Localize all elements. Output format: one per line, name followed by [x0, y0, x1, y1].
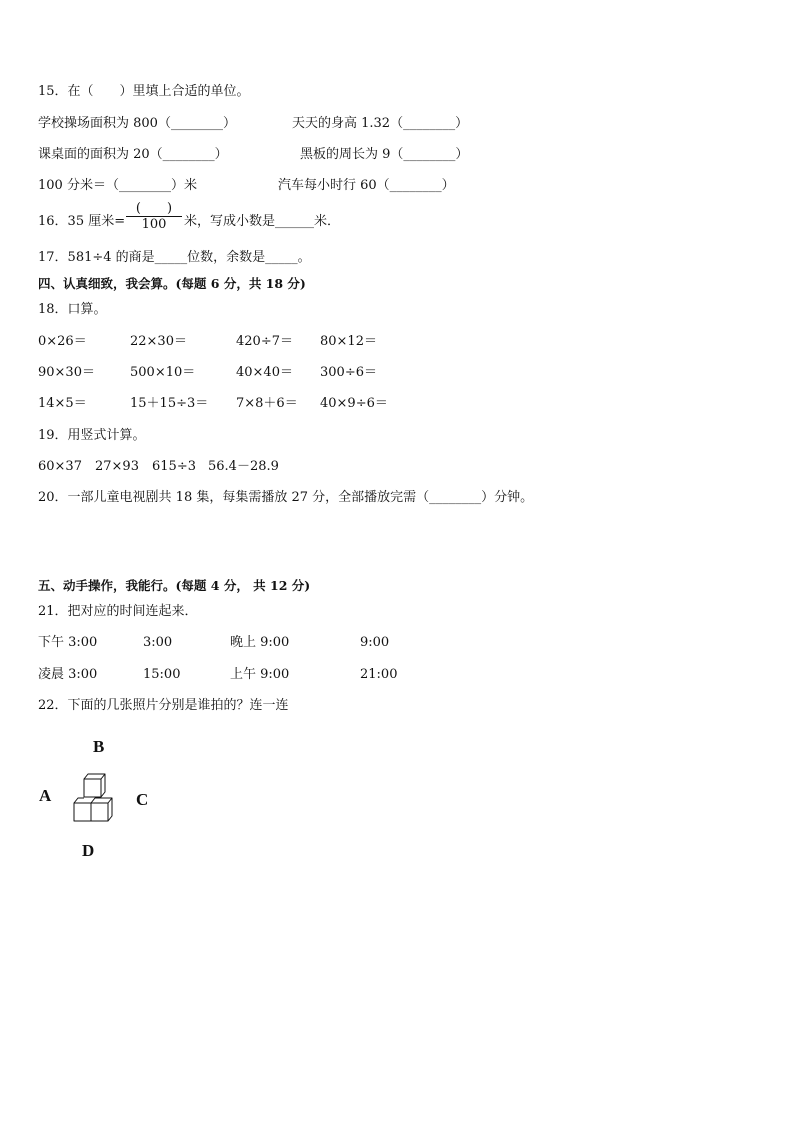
- cube-stack-figure: [70, 770, 122, 826]
- viewer-label-a: A: [39, 786, 52, 805]
- q18-cell: 90×30＝: [38, 365, 95, 380]
- q18-cell: 300÷6＝: [320, 365, 377, 380]
- q22-title: 22．下面的几张照片分别是谁拍的？连一连: [38, 698, 289, 713]
- q21-time: 上午 9:00: [230, 667, 290, 682]
- q18-cell: 40×40＝: [236, 365, 293, 380]
- section5-title: 五、动手操作，我能行。(每题 4 分， 共 12 分): [38, 578, 311, 593]
- q15-item-playground: 学校操场面积为 800（________）: [38, 116, 236, 131]
- q18-title: 18．口算。: [38, 302, 107, 317]
- q21-time: 3:00: [143, 635, 173, 650]
- viewer-label-d: D: [82, 841, 95, 860]
- viewer-label-b: B: [93, 737, 105, 756]
- q21-time: 晚上 9:00: [230, 635, 290, 650]
- q21-time: 凌晨 3:00: [38, 667, 98, 682]
- q21-time: 15:00: [143, 667, 181, 682]
- q18-cell: 80×12＝: [320, 334, 377, 349]
- section4-title: 四、认真细致，我会算。(每题 6 分，共 18 分): [38, 276, 306, 291]
- q18-cell: 0×26＝: [38, 334, 87, 349]
- q21-title: 21．把对应的时间连起来．: [38, 604, 198, 619]
- q16-prefix: 16．35 厘米=: [38, 214, 126, 229]
- q16-denominator: 100: [141, 217, 167, 232]
- q21-time: 下午 3:00: [38, 635, 98, 650]
- q16-suffix: 米，写成小数是______米．: [184, 214, 341, 229]
- q20-text: 20．一部儿童电视剧共 18 集，每集需播放 27 分，全部播放完需（________）分钟。: [38, 490, 534, 505]
- q15-item-blackboard: 黑板的周长为 9（________）: [300, 147, 469, 162]
- q19-title: 19．用竖式计算。: [38, 428, 146, 443]
- q19-item: 56.4－28.9: [208, 459, 279, 474]
- q15-title: 15．在（ ）里填上合适的单位。: [38, 84, 250, 99]
- q19-item: 615÷3: [152, 459, 196, 474]
- q19-item: 27×93: [95, 459, 139, 474]
- q18-cell: 22×30＝: [130, 334, 187, 349]
- q17-text: 17．581÷4 的商是_____位数，余数是_____。: [38, 250, 311, 265]
- q18-cell: 500×10＝: [130, 365, 196, 380]
- q18-cell: 7×8＋6＝: [236, 396, 298, 411]
- q15-item-car: 汽车每小时行 60（________）: [278, 178, 455, 193]
- q18-cell: 40×9÷6＝: [320, 396, 388, 411]
- q15-item-desk: 课桌面的面积为 20（________）: [38, 147, 228, 162]
- q16-numerator: ( ): [135, 201, 173, 216]
- q18-cell: 14×5＝: [38, 396, 87, 411]
- q18-cell: 420÷7＝: [236, 334, 293, 349]
- q15-item-decimeter: 100 分米＝（________）米: [38, 178, 197, 193]
- q19-item: 60×37: [38, 459, 82, 474]
- q18-cell: 15＋15÷3＝: [130, 396, 209, 411]
- q15-item-height: 天天的身高 1.32（________）: [292, 116, 469, 131]
- q21-time: 9:00: [360, 635, 390, 650]
- q21-time: 21:00: [360, 667, 398, 682]
- q16-fraction: [126, 202, 182, 233]
- viewer-label-c: C: [136, 790, 149, 809]
